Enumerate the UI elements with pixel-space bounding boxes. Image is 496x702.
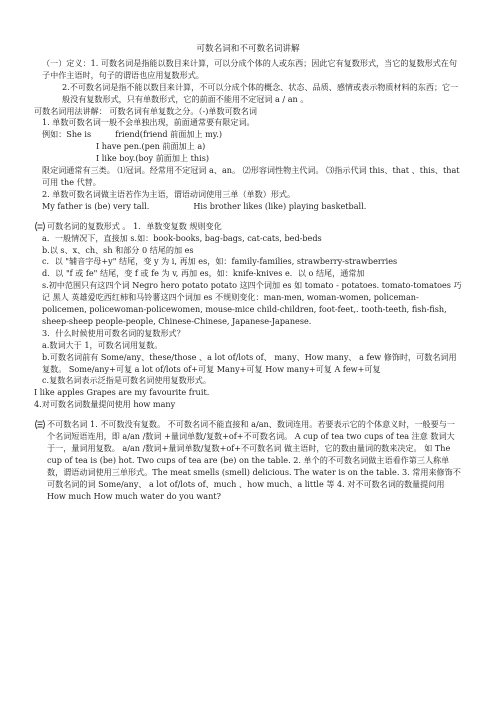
rule-2: 2. 单数可数名词做主语若作为主语，谓语动词使用三单（单数）形式。 <box>42 188 296 199</box>
definition-uncountable: 2.不可数名词是指不能以数目来计算，不可以分成个体的概念、状态、品质、感情或表示物质材料的东西；它一般没有复数形式，只有单数形式，它的前面不能用不定冠词 a / an 。 <box>62 81 459 104</box>
uncountable-section-text: 不可数名词 1. 不可数没有复数。 不可数名词不能直接和 a/an、数词连用。若要表示它的个体意义时，一般要与一个名词短语连用，即 a/an /数词 +量词单数/复数+of+不可数名词。 A cup of tea two cups of tea 注意 数词大于一，量词用复数。 a/an /数词+量词单数/复数+of+不可数名词 做主语时，它的数由量词的数来决定。 如 The cup of tea is (be) hot. Two cups of tea are (be) on the table. 2. 单个的不可数名词做主语看作第三人称单数，谓语动词使用三单形式。The meat smells (smell) delicious. The water is on the table. 3. 常用来修饰不可数名词的词 Some/any、 a lot of/lots of、much 、how much、a little 等 4. 对不可数名词的数量提问用 How much How much water do you want? <box>47 419 461 501</box>
usage-heading: 可数名词用法讲解： 可数名词有单复数之分。（-)单数可数名词 <box>34 105 257 116</box>
section-two-icon <box>34 221 46 232</box>
determiners-note: 限定词通常有三类。 ⑴冠词。经常用不定冠词 a、an。 ⑵形容词性物主代词。 ⑶指示代词 this、that 、this、that 可用 the 代替。 <box>42 165 460 187</box>
plural-rule-c: c．以 "辅音字母+y" 结尾，变 y 为 i, 再加 es，如：family-families, strawberry-strawberries <box>42 256 398 267</box>
example-line-1 <box>34 129 462 141</box>
plural-section-heading-row <box>34 221 462 233</box>
question-4: 4.对可数名词数量提问使用 how many <box>34 399 176 410</box>
rule-2-examples <box>34 201 462 213</box>
plural-rule-d: d．以 "f 或 fe" 结尾，变 f 或 fe 为 v, 再加 es，如：knife-knives e．以 o 结尾，通常加 <box>42 268 365 279</box>
question-3-example: I like apples Grapes are my favourite fruit. <box>34 387 210 398</box>
question-3-a: a.数词大于 1，可数名词用复数。 <box>42 339 163 350</box>
plural-rule-e: s.初中范围只有这四个词 Negro hero potato potato 这四个词加 es 如 tomato - potatoes. tomato-tomatoes 巧记 黑人 英雄爱吃西红柿和马铃薯这四个词加 es 不规则变化：man-men, woman-women, policeman-policemen, policewoman-policewomen, mouse-mice child-children, foot-feet,. tooth-teeth, fish-fish, sheep-sheep people-people, Chinese-Chinese, Japanese-Japanese. <box>42 280 462 326</box>
rule-1: 1. 单数可数名词一般不会单独出现，前面通常要有限定词。 <box>42 117 255 128</box>
question-3-c: c.复数名词表示泛指是可数名词使用复数形式。 <box>42 375 211 386</box>
question-3-b: b.可数名词前有 Some/any、these/those 、a lot of/lots of、 many、How many、 a few 修饰时，可数名词用复数。 Some/any+可复 a lot of/lots of+可复 Many+可复 How many+可复 A few+可复 <box>42 351 457 374</box>
rule-2-example-2: His brother likes (like) playing basketball. <box>193 200 367 211</box>
example-line-2: I have pen.(pen 前面加上 a) <box>96 141 206 152</box>
rule-2-example-1: My father is (be) very tall. <box>42 200 150 211</box>
section-three-icon <box>34 419 46 430</box>
example-1: friend(friend 前面加上 my.) <box>115 129 223 140</box>
example-line-3: I like boy.(boy 前面加上 this) <box>96 153 210 164</box>
uncountable-section <box>34 419 462 502</box>
plural-rule-b: b.以 s、x、ch、sh 和部分 0 结尾的加 es <box>42 244 194 255</box>
plural-section-heading: 可数名词的复数形式 。 1．单数变复数 规则变化 <box>47 220 222 231</box>
example-label: 例如：She is <box>42 129 92 140</box>
question-3: 3．什么时候使用可数名词的复数形式？ <box>42 327 185 338</box>
page-title: 可数名词和不可数名词讲解 <box>196 44 300 54</box>
definition-countable: （一）定义：1. 可数名词是指能以数目来计算，可以分成个体的人或东西；因此它有复数形式，当它的复数形式在句子中作主语时，句子的谓语也应用复数形式。 <box>42 57 457 80</box>
plural-rule-a: a．一般情况下，直接加 s.如：book-books, bag-bags, cat-cats, bed-beds <box>42 232 322 243</box>
